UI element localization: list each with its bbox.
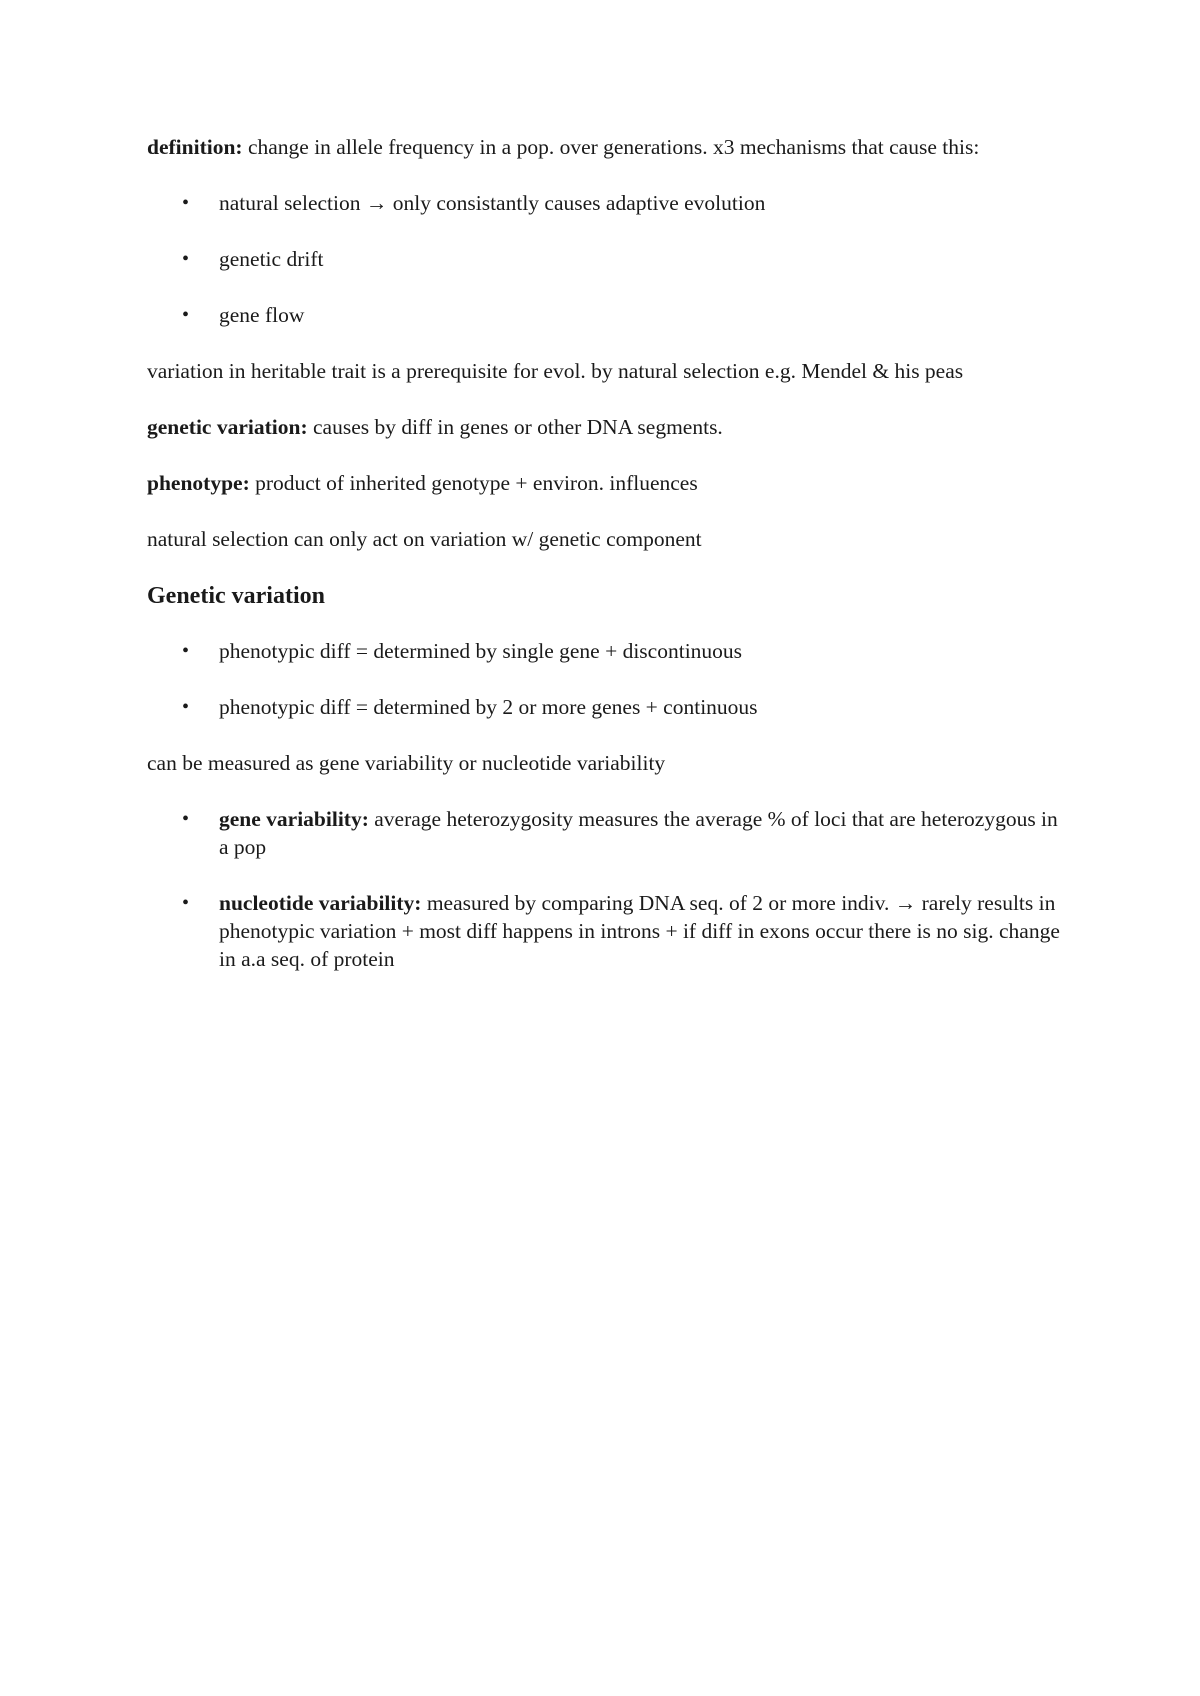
variation-note: variation in heritable trait is a prerequisite for evol. by natural selection e.g. Mendel & his peas bbox=[147, 359, 964, 383]
mechanisms-list bbox=[147, 189, 1067, 329]
nucleotide-variability-term: nucleotide variability: bbox=[219, 891, 422, 915]
selection-note: natural selection can only act on variation w/ genetic component bbox=[147, 527, 702, 551]
gene-variability-term: gene variability: bbox=[219, 807, 369, 831]
list-item bbox=[147, 301, 1067, 329]
definition-paragraph bbox=[147, 133, 1067, 161]
document-page bbox=[147, 133, 1067, 1001]
gene-variability-text: average heterozygosity measures the average % of loci that are heterozygous in a pop bbox=[219, 807, 1058, 859]
list-item bbox=[147, 189, 1067, 217]
list-item bbox=[147, 637, 1067, 665]
phenotypic-diff-list bbox=[147, 637, 1067, 721]
list-item bbox=[147, 693, 1067, 721]
section-heading: Genetic variation bbox=[147, 583, 325, 609]
phenotype-term: phenotype: bbox=[147, 471, 250, 495]
list-item bbox=[147, 805, 1067, 861]
mechanism-text: natural selection → only consistantly causes adaptive evolution bbox=[219, 191, 766, 215]
mechanism-text: genetic drift bbox=[219, 247, 324, 271]
genetic-variation-text: causes by diff in genes or other DNA segments. bbox=[307, 415, 723, 439]
bullet-icon: • bbox=[182, 640, 190, 662]
definition-term: definition: bbox=[147, 135, 243, 159]
phenotypic-diff-text: phenotypic diff = determined by single gene + discontinuous bbox=[219, 639, 743, 663]
nucleotide-variability-text: measured by comparing DNA seq. of 2 or more indiv. → rarely results in phenotypic variation + most diff happens in introns + if diff in exons occur there is no sig. change in a.a seq. of protein bbox=[219, 891, 1060, 971]
bullet-icon: • bbox=[182, 808, 190, 830]
mechanism-text: gene flow bbox=[219, 303, 305, 327]
phenotype-text: product of inherited genotype + environ. influences bbox=[249, 471, 698, 495]
bullet-icon: • bbox=[182, 696, 190, 718]
list-item bbox=[147, 889, 1067, 973]
bullet-icon: • bbox=[182, 192, 190, 214]
genetic-variation-paragraph bbox=[147, 413, 1067, 441]
bullet-icon: • bbox=[182, 248, 190, 270]
variability-list bbox=[147, 805, 1067, 973]
measure-note: can be measured as gene variability or nucleotide variability bbox=[147, 751, 666, 775]
phenotypic-diff-text: phenotypic diff = determined by 2 or more genes + continuous bbox=[219, 695, 758, 719]
list-item bbox=[147, 245, 1067, 273]
definition-text: change in allele frequency in a pop. over generations. x3 mechanisms that cause this: bbox=[242, 135, 980, 159]
bullet-icon: • bbox=[182, 892, 190, 914]
bullet-icon: • bbox=[182, 304, 190, 326]
phenotype-paragraph bbox=[147, 469, 1067, 497]
genetic-variation-term: genetic variation: bbox=[147, 415, 308, 439]
